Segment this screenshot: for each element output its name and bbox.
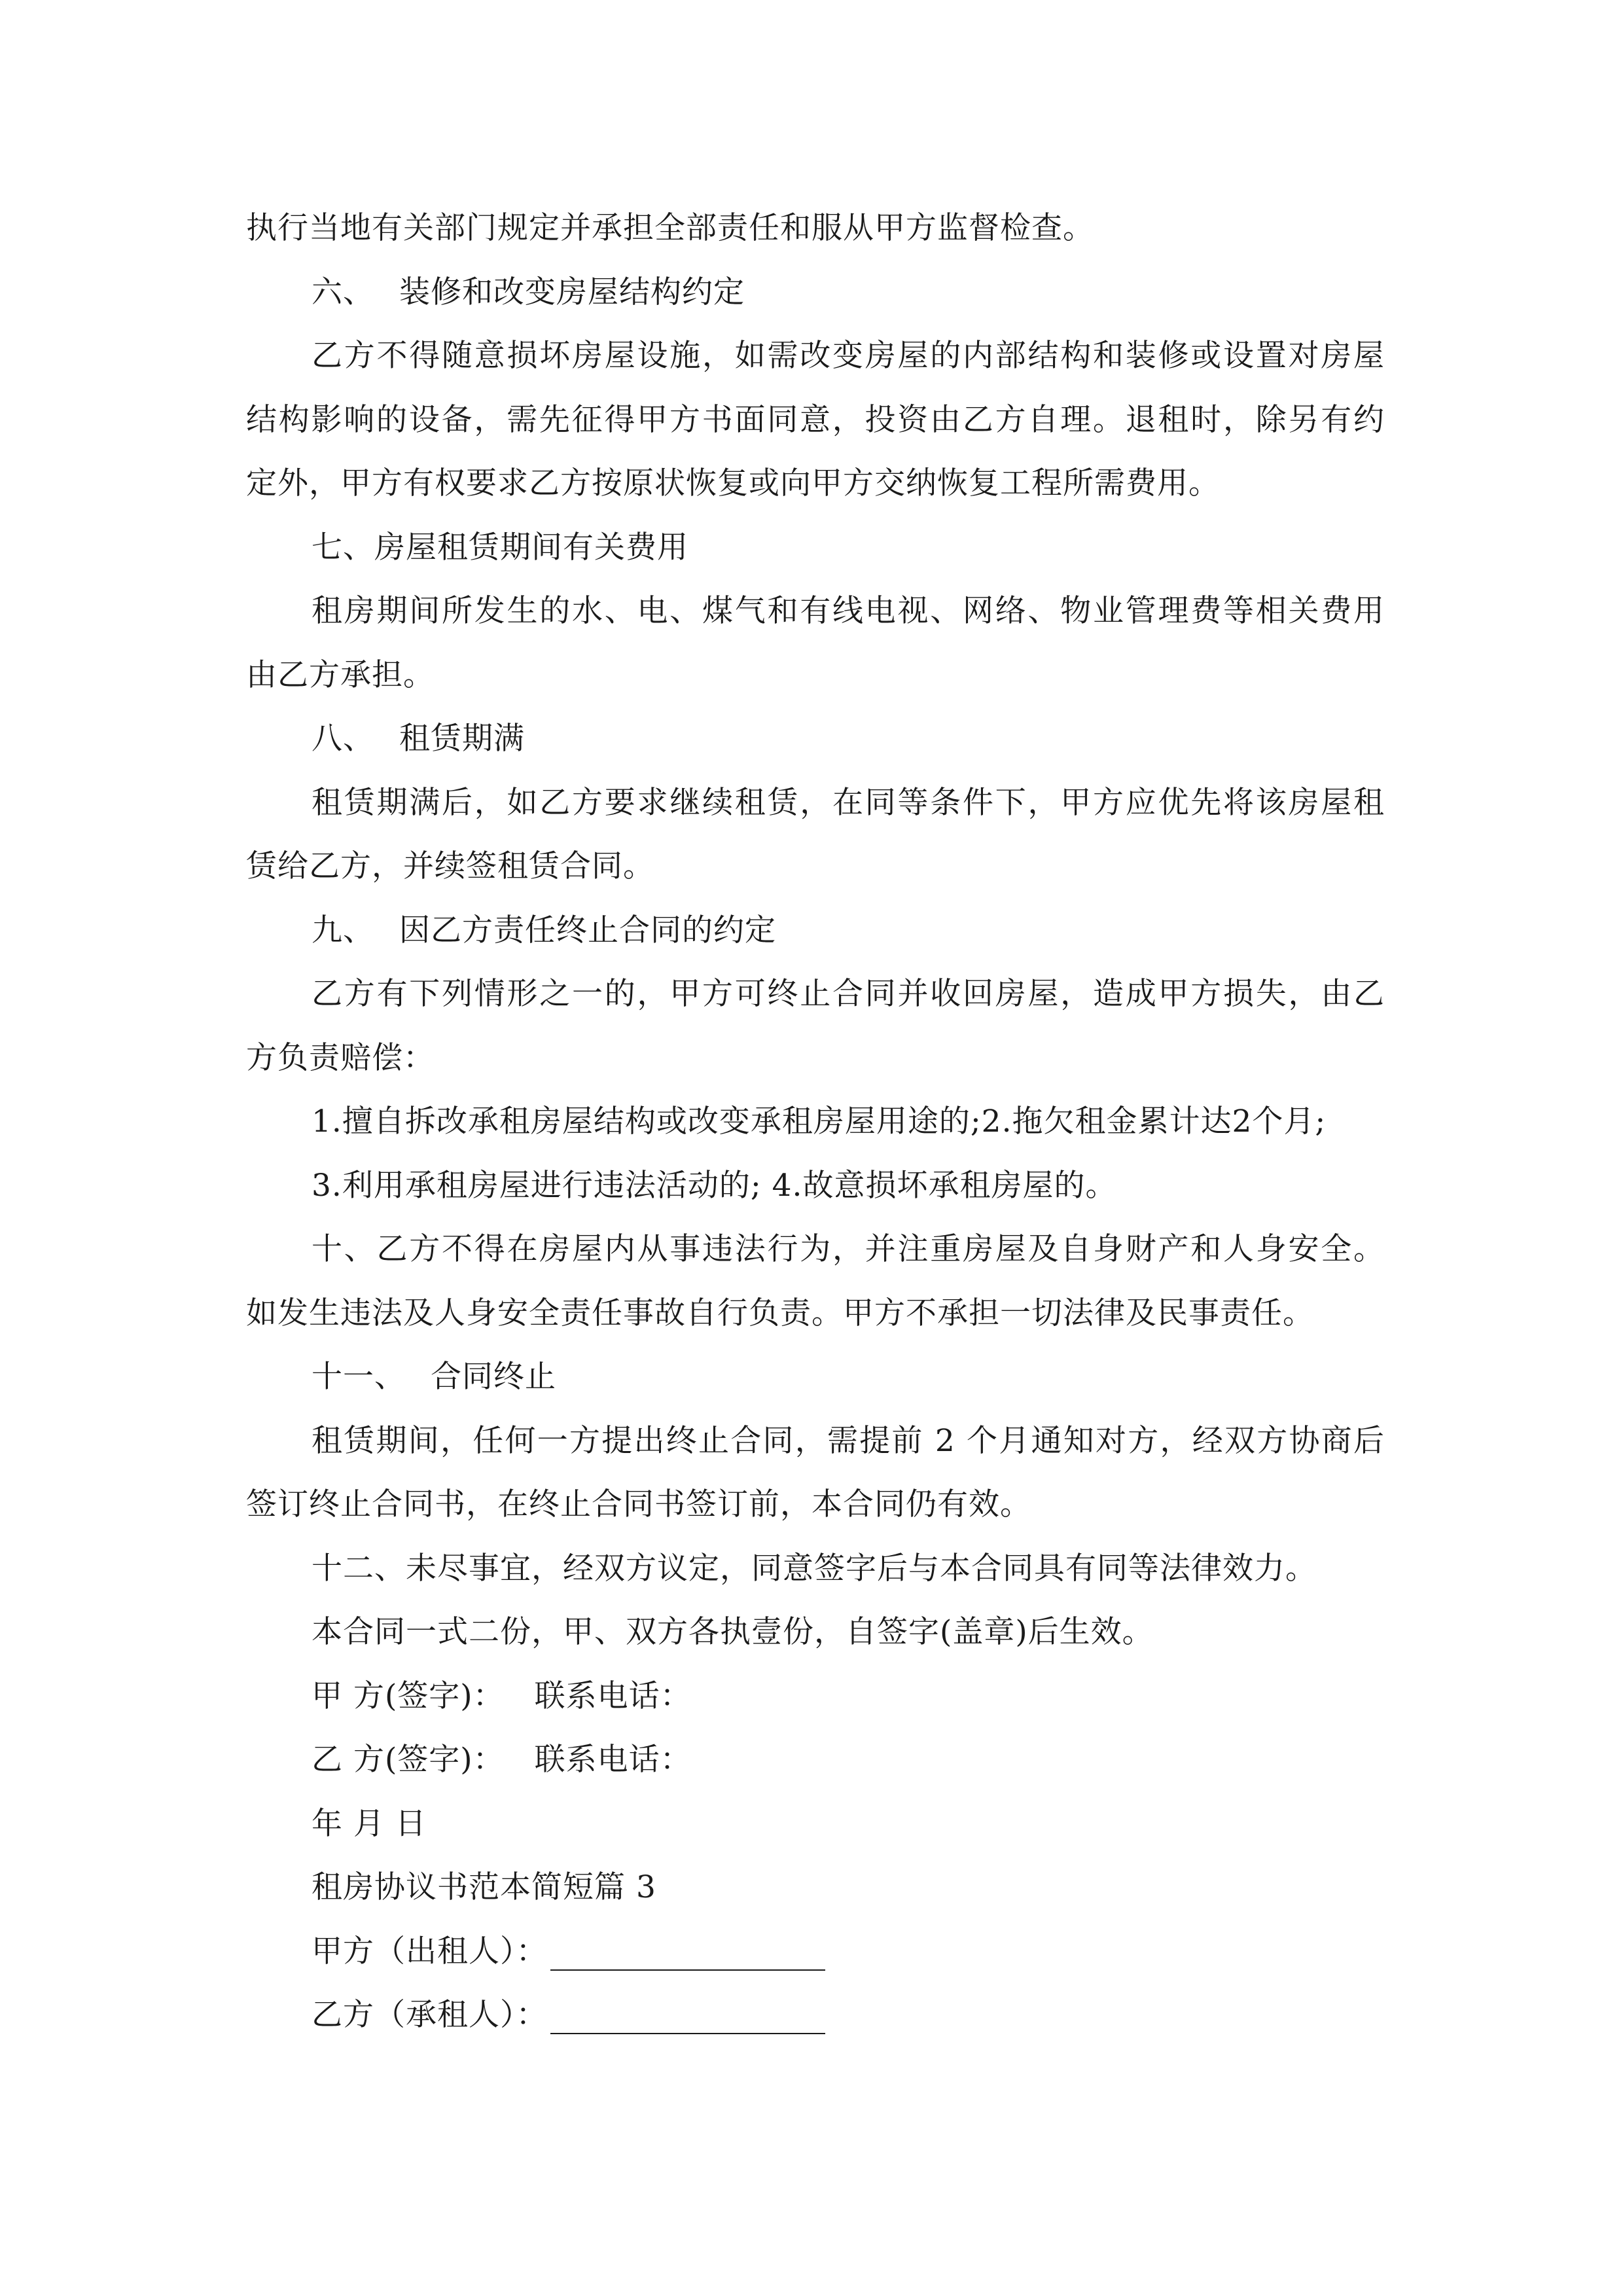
paragraph-line: 租赁期满后，如乙方要求继续租赁，在同等条件下，甲方应优先将该房屋租: [312, 784, 1385, 821]
phone-label: 联系电话：: [534, 1677, 692, 1714]
lessor-blank-field[interactable]: [550, 1969, 825, 1971]
lessee-line: [246, 1983, 1385, 2047]
section-title: 合同终止: [431, 1359, 556, 1395]
paragraph-line: 如发生违法及人身安全责任事故自行负责。甲方不承担一切法律及民事责任。: [246, 1295, 1314, 1331]
signature-label: 乙 方(签字)：: [312, 1742, 505, 1778]
section-number: 八、: [312, 721, 374, 757]
section-title: 租赁期满: [399, 721, 525, 757]
paragraph-line: 由乙方承担。: [246, 656, 435, 693]
paragraph-line: 乙方不得随意损坏房屋设施，如需改变房屋的内部结构和装修或设置对房屋: [312, 338, 1385, 374]
lessee-label: 乙方（承租人）：: [312, 1997, 548, 2033]
section-heading-nine: [246, 899, 1385, 963]
paragraph-line: 签订终止合同书，在终止合同书签订前，本合同仍有效。: [246, 1486, 1031, 1522]
section-title: 装修和改变房屋结构约定: [399, 274, 745, 310]
paragraph-line: 定外，甲方有权要求乙方按原状恢复或向甲方交纳恢复工程所需费用。: [246, 465, 1220, 501]
lessor-line: [246, 1920, 1385, 1984]
signature-line-party-b: [246, 1728, 1385, 1792]
paragraph-line: 租赁期间，任何一方提出终止合同，需提前 2 个月通知对方，经双方协商后: [312, 1422, 1385, 1459]
paragraph-line: 执行当地有关部门规定并承担全部责任和服从甲方监督检查。: [246, 210, 1094, 246]
date-line: 年 月 日: [312, 1805, 427, 1842]
section-heading-seven: 七、房屋租赁期间有关费用: [312, 529, 688, 565]
list-item: 3.利用承租房屋进行违法活动的; 4.故意损坏承租房屋的。: [312, 1167, 1117, 1204]
paragraph-line: 乙方有下列情形之一的，甲方可终止合同并收回房屋，造成甲方损失，由乙: [312, 976, 1385, 1012]
list-item: 1.擅自拆改承租房屋结构或改变承租房屋用途的;2.拖欠租金累计达2个月;: [312, 1103, 1327, 1139]
section-title-template-3: 租房协议书范本简短篇 3: [312, 1869, 656, 1905]
section-number: 十一、: [312, 1359, 406, 1395]
section-ten-line: 十、乙方不得在房屋内从事违法行为，并注重房屋及自身财产和人身安全。: [312, 1231, 1385, 1267]
section-heading-six: [246, 260, 1385, 325]
section-heading-eleven: [246, 1345, 1385, 1409]
section-heading-eight: [246, 707, 1385, 771]
lessor-label: 甲方（出租人）：: [312, 1933, 548, 1969]
paragraph-line: 赁给乙方，并续签租赁合同。: [246, 848, 654, 884]
signature-line-party-a: [246, 1664, 1385, 1729]
section-title: 因乙方责任终止合同的约定: [399, 912, 776, 948]
section-number: 六、: [312, 274, 374, 310]
section-twelve-line: 十二、未尽事宜，经双方议定，同意签字后与本合同具有同等法律效力。: [312, 1550, 1317, 1587]
paragraph-line: 方负责赔偿：: [246, 1039, 435, 1076]
signature-label: 甲 方(签字)：: [312, 1677, 505, 1714]
paragraph-line: 本合同一式二份，甲、双方各执壹份，自签字(盖章)后生效。: [312, 1614, 1154, 1650]
paragraph-line: 租房期间所发生的水、电、煤气和有线电视、网络、物业管理费等相关费用: [312, 593, 1385, 629]
document-body: [246, 196, 1385, 2047]
lessee-blank-field[interactable]: [550, 2033, 825, 2034]
section-number: 九、: [312, 912, 374, 948]
paragraph-line: 结构影响的设备，需先征得甲方书面同意，投资由乙方自理。退租时，除另有约: [246, 401, 1385, 438]
phone-label: 联系电话：: [534, 1742, 692, 1778]
